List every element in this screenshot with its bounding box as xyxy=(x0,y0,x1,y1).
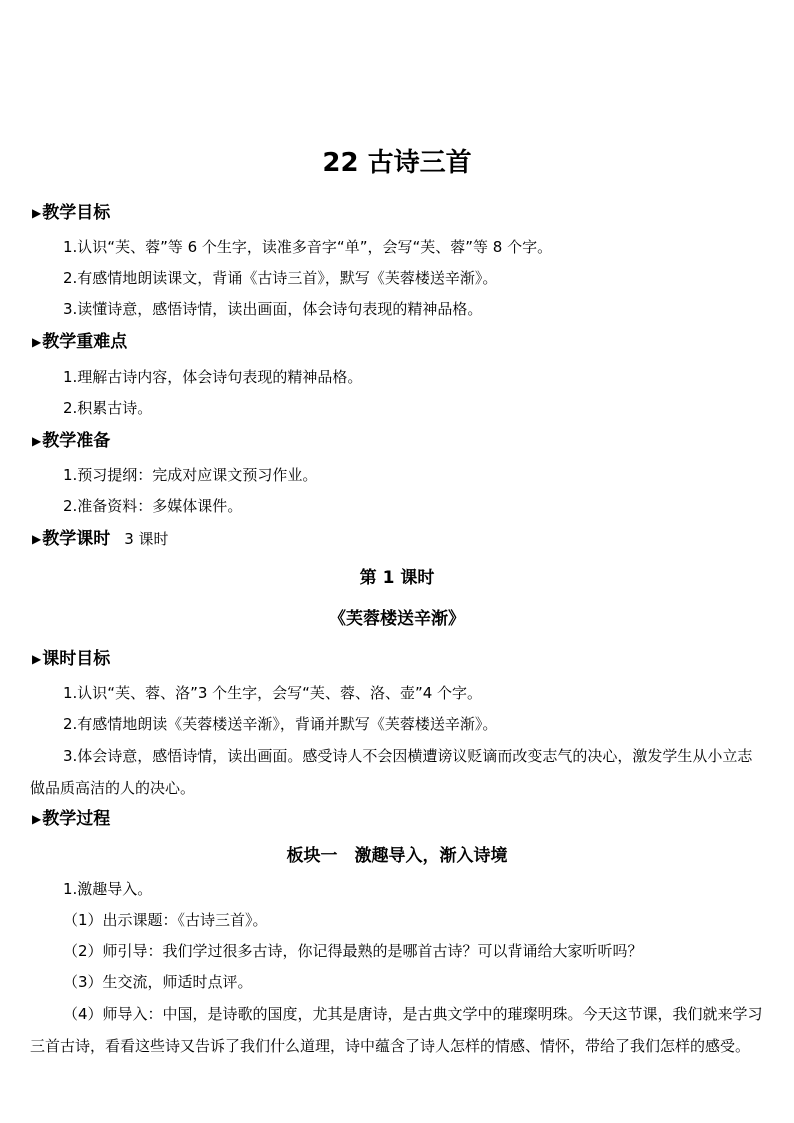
triangle-bullet-icon: ▶ xyxy=(32,812,42,826)
list-item: 1.认识“芙、蓉”等 6 个生字，读准多音字“单”，会写“芙、蓉”等 8 个字。 xyxy=(63,238,553,256)
triangle-bullet-icon: ▶ xyxy=(32,652,42,666)
list-item: 2.有感情地朗读课文，背诵《古诗三首》，默写《芙蓉楼送辛渐》。 xyxy=(63,269,498,287)
triangle-bullet-icon: ▶ xyxy=(32,206,42,220)
list-item: 1.理解古诗内容，体会诗句表现的精神品格。 xyxy=(63,368,363,386)
triangle-bullet-icon: ▶ xyxy=(32,532,42,546)
list-item: 3.读懂诗意，感悟诗情，读出画面，体会诗句表现的精神品格。 xyxy=(63,300,483,318)
heading-text: 教学目标 xyxy=(42,203,111,223)
section-heading-key-points xyxy=(32,329,127,355)
triangle-bullet-icon: ▶ xyxy=(32,434,42,448)
list-item: （3）生交流，师适时点评。 xyxy=(63,973,253,991)
list-item: （2）师引导：我们学过很多古诗，你记得最熟的是哪首古诗？可以背诵给大家听听吗？ xyxy=(63,942,643,960)
section-heading-teaching-goals xyxy=(32,200,110,226)
list-item: （4）师导入：中国，是诗歌的国度，尤其是唐诗，是古典文学中的璀璨明珠。今天这节课，我们就来学习三首古诗，看看这些诗又告诉了我们什么道理，诗中蕴含了诗人怎样的情感、情怀，带给了我们怎样的感受。 xyxy=(30,1005,763,1055)
heading-text: 教学课时 xyxy=(42,529,111,549)
list-item: 2.积累古诗。 xyxy=(63,399,153,417)
lesson-title: 第 1 课时 xyxy=(359,568,435,588)
list-item: 1.认识“芙、蓉、洛”3 个生字，会写“芙、蓉、洛、壶”4 个字。 xyxy=(63,684,483,702)
heading-text: 课时目标 xyxy=(42,649,111,669)
list-item: 3.体会诗意，感悟诗情，读出画面。感受诗人不会因横遭谤议贬谪而改变志气的决心，激发学生从小立志做品质高洁的人的决心。 xyxy=(30,747,753,797)
block-title: 板块一 激趣导入，渐入诗境 xyxy=(286,846,508,866)
list-item: 2.有感情地朗读《芙蓉楼送辛渐》，背诵并默写《芙蓉楼送辛渐》。 xyxy=(63,715,498,733)
section-heading-preparation xyxy=(32,428,110,454)
section-heading-class-hours xyxy=(32,526,169,552)
section-heading-lesson-goals xyxy=(32,646,110,672)
triangle-bullet-icon: ▶ xyxy=(32,335,42,349)
list-item: （1）出示课题：《古诗三首》。 xyxy=(63,911,268,929)
poem-title: 《芙蓉楼送辛渐》 xyxy=(329,609,465,629)
heading-text: 教学重难点 xyxy=(42,332,128,352)
list-item: 1.激趣导入。 xyxy=(63,880,153,898)
page-title: 22 古诗三首 xyxy=(322,148,472,178)
section-heading-process xyxy=(32,806,110,832)
heading-text: 教学过程 xyxy=(42,809,111,829)
list-item: 2.准备资料：多媒体课件。 xyxy=(63,497,243,515)
heading-text: 教学准备 xyxy=(42,431,111,451)
list-item: 1.预习提纲：完成对应课文预习作业。 xyxy=(63,466,318,484)
class-hours-value: 3 课时 xyxy=(124,530,169,548)
